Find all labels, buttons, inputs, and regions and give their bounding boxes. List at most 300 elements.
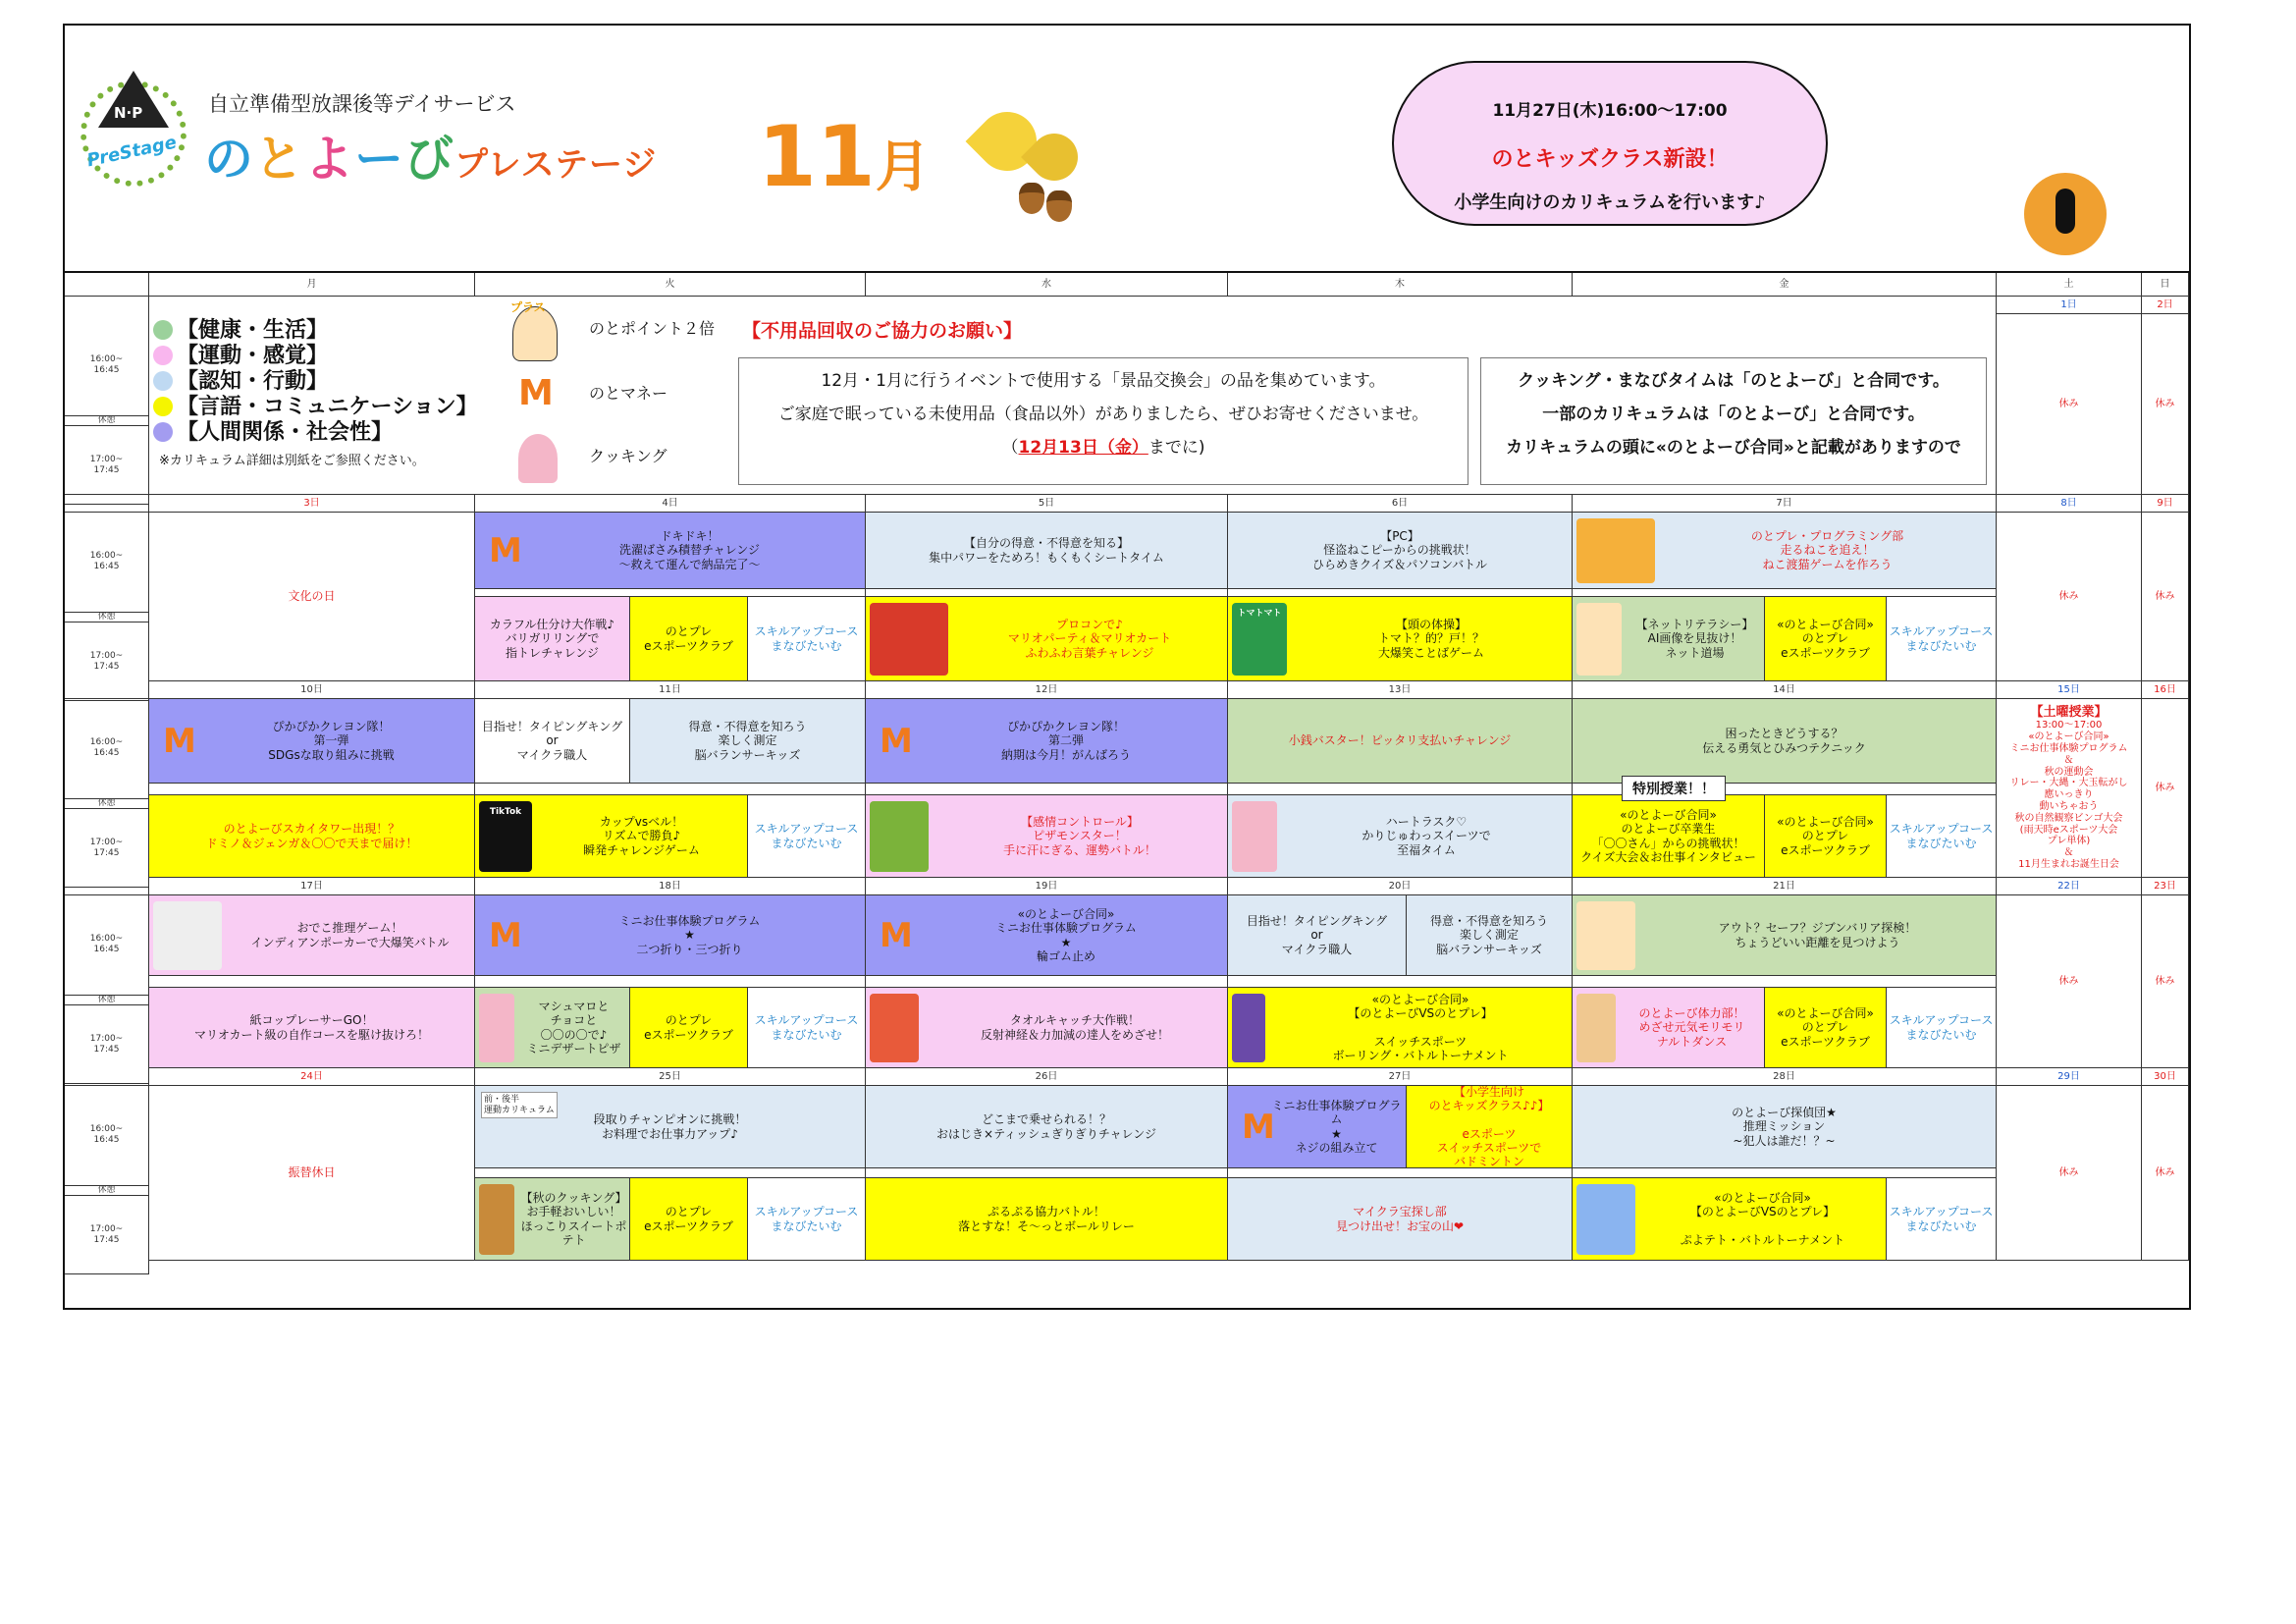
w3-fri-b3 — [1887, 988, 1997, 1068]
w3-wed-b — [866, 988, 1228, 1068]
date-wed — [866, 681, 1228, 699]
day-header-wed — [866, 273, 1228, 297]
w4-tue-b2-text: のとプレ eスポーツクラブ — [644, 1205, 733, 1233]
rest-label-text: 休憩 — [97, 416, 116, 426]
time-slot-1-text: 16:00~ 16:45 — [89, 550, 124, 571]
w3-sun-text: 休み — [2155, 975, 2175, 987]
w4-sat-text: 休み — [2058, 1166, 2079, 1178]
logo-initials: N·P — [114, 104, 143, 122]
sat-closed-text: 休み — [2058, 398, 2079, 409]
month-title: 11月 — [758, 108, 931, 206]
date-sun-text: 9日 — [2157, 497, 2173, 509]
w4-wed-a — [866, 1086, 1228, 1168]
w1-fri-a-text: のとプレ・プログラミング部 走るねこを追え！ ねこ渡猫ゲームを作ろう — [1750, 529, 1904, 571]
w3-fri-a — [1573, 895, 1997, 976]
recycling-deadline — [747, 431, 1460, 464]
w1-sat — [1997, 513, 2142, 681]
w2-mon-a-text: ぴかぴかクレヨン隊！ 第一弾 SDGsな取り組みに挑戦 — [268, 720, 395, 762]
w4-thu-a2-text: 【小学生向け のとキッズクラス♪♪】 eスポーツ スイッチスポーツで バドミントン — [1428, 1086, 1550, 1168]
money-m-icon: M — [489, 530, 522, 570]
date-thu-text: 27日 — [1388, 1070, 1412, 1082]
w4-thu-b — [1228, 1178, 1573, 1261]
calendar-sheet — [63, 24, 2191, 1310]
w4-tue-b1-text: 【秋のクッキング】 お手軽おいしい！ ほっこりスイートポテト — [520, 1191, 627, 1247]
legend-dot-icon — [153, 422, 173, 442]
plus-points-label: のとポイント２倍 — [589, 319, 716, 338]
deadline-part: 12月13日（金） — [1018, 438, 1148, 458]
recycling-notice-box — [738, 357, 1468, 485]
w4-tue-b3 — [748, 1178, 866, 1261]
date-wed — [866, 495, 1228, 513]
w4-tue-a-text: 段取りチャンピオンに挑戦！ お料理でお仕事力アップ♪ — [593, 1112, 747, 1141]
time-slot-2-text: 17:00~ 17:45 — [89, 837, 124, 858]
w2-tue-b1 — [475, 795, 748, 878]
date-tue — [475, 1068, 866, 1086]
facility-subtitle: 自立準備型放課後等デイサービス — [208, 92, 516, 116]
w1-sun — [2142, 513, 2189, 681]
time-slot-2-text: 17:00~ 17:45 — [89, 650, 124, 672]
brand-title: のとよーびプレステージ — [204, 131, 658, 188]
w4-fri-b2-text: スキルアップコース まなびたいむ — [1889, 1205, 1994, 1233]
rest-label-text: 休憩 — [97, 613, 116, 623]
date-wed-text: 5日 — [1038, 497, 1055, 509]
plus-teacher-icon — [512, 306, 558, 361]
w1-fri-b1 — [1573, 597, 1765, 681]
date-fri-text: 14日 — [1773, 683, 1795, 695]
time-slot-1-text: 16:00~ 16:45 — [89, 1123, 124, 1145]
w4-tue-b2 — [630, 1178, 748, 1261]
w3-thu-b — [1228, 988, 1573, 1068]
w2-tue-a1-text: 目指せ！タイピングキング or マイクラ職人 — [481, 720, 623, 762]
w2-fri-b2-text: «のとよーび合同» のとプレ eスポーツクラブ — [1777, 815, 1874, 857]
date-sat-text: 22日 — [2057, 880, 2080, 892]
w1-wed-a — [866, 513, 1228, 589]
phase-note: 前・後半 運動カリキュラム — [481, 1092, 558, 1118]
date-sat-text: 29日 — [2057, 1070, 2080, 1082]
puyo-tetris-icon — [1576, 1184, 1635, 1255]
date-mon — [149, 681, 475, 699]
w2-tue-a2-text: 得意・不得意を知ろう 楽しく測定 脳バランサーキッズ — [688, 720, 807, 762]
tiktok-icon: TikTok — [479, 801, 532, 872]
w3-tue-b1 — [475, 988, 630, 1068]
cooking-rabbit-icon — [1232, 801, 1277, 872]
w1-fri-b2 — [1765, 597, 1887, 681]
scratch-cat-icon — [1576, 518, 1655, 583]
w1-sat-text: 休み — [2058, 590, 2079, 602]
w2-thu-b-text: ハートラスク♡ かりじゅわっスイーツで 至福タイム — [1362, 815, 1491, 857]
day-header-sat — [1997, 273, 2142, 297]
w4-fri-a — [1573, 1086, 1997, 1168]
playing-cards-icon — [153, 901, 222, 970]
money-m-icon: M — [1242, 1107, 1275, 1147]
w1-fri-b2-text: «のとよーび合同» のとプレ eスポーツクラブ — [1777, 618, 1874, 660]
date-thu — [1228, 1068, 1573, 1086]
w2-sun-text: 休み — [2155, 782, 2175, 793]
w4-sat — [1997, 1086, 2142, 1261]
w2-wed-a — [866, 699, 1228, 784]
w3-fri-b2 — [1765, 988, 1887, 1068]
day-header-fri — [1573, 273, 1997, 297]
w4-fri-b1 — [1573, 1178, 1887, 1261]
w1-wed-b — [866, 597, 1228, 681]
date-mon-text: 10日 — [300, 683, 323, 695]
header — [65, 26, 2189, 273]
w2-wed-a-text: ぴかぴかクレヨン隊！ 第二弾 納期は今月！がんばろう — [1000, 720, 1131, 762]
date-sun — [2142, 1068, 2189, 1086]
plus-label: プラス — [510, 300, 546, 314]
notice-detail: 小学生向けのカリキュラムを行います♪ — [1454, 192, 1766, 213]
rest-gap — [866, 1168, 1228, 1178]
w2-sat-text: 13:00～17:00 «のとよーび合同» ミニお仕事体験プログラム ＆ 秋の運動会 リレー・大縄・大玉転がし 應いっきり 動いちゃおう 秋の自然観察ビンゴ大会 (雨天時eスポーツ大会 プレ単体) ＆ 11月生まれお誕生日会 — [2009, 720, 2128, 871]
w1-tue-b1-text: カラフル仕分け大作戦♪ バリガリリングで 指トレチャレンジ — [489, 618, 615, 660]
towel-catch-icon — [870, 994, 919, 1062]
w2-fri-b3-text: スキルアップコース まなびたいむ — [1889, 822, 1994, 850]
time-slot-1 — [65, 697, 149, 799]
legend-item — [153, 344, 328, 369]
pizza-monster-icon — [870, 801, 929, 872]
date-sat — [1997, 681, 2142, 699]
time-slot-2 — [65, 1196, 149, 1274]
w3-thu-a1 — [1228, 895, 1407, 976]
legend-label: 【認知・行動】 — [177, 369, 329, 394]
w3-tue-a-text: ミニお仕事体験プログラム ★ 二つ折り・三つ折り — [618, 914, 761, 956]
w4-wed-b-text: ぷるぷる協力バトル！ 落とすな！そ～っとボールリレー — [958, 1205, 1135, 1233]
w3-thu-a1-text: 目指せ！タイピングキング or マイクラ職人 — [1246, 914, 1388, 956]
money-m-icon: M — [518, 373, 554, 413]
time-slot-1 — [65, 314, 149, 416]
w4-wed-b — [866, 1178, 1228, 1261]
recycling-notice-line: 12月・1月に行うイベントで使用する「景品交換会」の品を集めています。 — [821, 371, 1386, 391]
date-mon-text: 17日 — [300, 880, 323, 892]
w3-fri-a-text: アウト？セーフ？ジブンバリア探検！ ちょうどいい距離を見つけよう — [1718, 921, 1917, 949]
date-sat — [1997, 1068, 2142, 1086]
joint-info-line: カリキュラムの頭に«のとよーび合同»と記載がありますので — [1506, 438, 1961, 458]
legend-label: 【言語・コミュニケーション】 — [177, 395, 478, 419]
w2-tue-b1-text: カップvsベル！ リズムで勝負♪ 瞬発チャレンジゲーム — [583, 815, 700, 857]
date-sun — [2142, 878, 2189, 895]
joint-info-box — [1480, 357, 1987, 485]
legend-item — [153, 395, 478, 420]
date-sat — [1997, 495, 2142, 513]
date-mon — [149, 1068, 475, 1086]
date-wed-text: 12日 — [1035, 683, 1058, 695]
time-slot-1-text: 16:00~ 16:45 — [89, 933, 124, 954]
w2-fri-b1-text: «のとよーび合同» のとよーび卒業生 「〇〇さん」からの挑戦状！ クイズ大会＆お仕事インタビュー — [1580, 808, 1756, 864]
w2-fri-b3 — [1887, 795, 1997, 878]
date-wed — [866, 878, 1228, 895]
w2-wed-b-text: 【感情コントロール】 ピザモンスター！ 手に汗にぎる、運勢バトル！ — [1003, 815, 1156, 857]
w4-wed-a-text: どこまで乗せられる！？ おはじき×ティッシュぎりぎりチャレンジ — [936, 1112, 1156, 1141]
date-fri-text: 28日 — [1773, 1070, 1795, 1082]
w4-fri-b1-text: «のとよーび合同» 【のとよーびVSのとプレ】 ぷよテト・バトルトーナメント — [1680, 1191, 1845, 1247]
rest-gap — [475, 589, 866, 597]
w2-thu-a-text: 小銭バスター！ピッタリ支払いチャレンジ — [1288, 733, 1512, 748]
acorn-icon — [1019, 183, 1044, 214]
w1-fri-b1-text: 【ネットリテラシー】 AI画像を見抜け！ ネット道場 — [1635, 618, 1754, 660]
w3-thu-a2-text: 得意・不得意を知ろう 楽しく測定 脳バランサーキッズ — [1429, 914, 1548, 956]
time-slot-1 — [65, 1084, 149, 1186]
sat-closed — [1997, 314, 2142, 495]
w3-tue-a — [475, 895, 866, 976]
legend-and-notices — [149, 297, 1997, 495]
w3-fri-b1-text: のとよーび体力部！ めざせ元気モリモリ ナルトダンス — [1638, 1006, 1745, 1049]
w3-tue-b3-text: スキルアップコース まなびたいむ — [754, 1013, 859, 1042]
logo-prestage: PreStage — [84, 132, 179, 172]
w3-thu-b-text: «のとよーび合同» 【のとよーびVSのとプレ】 スイッチスポーツ ボーリング・バトルトーナメント — [1332, 993, 1509, 1062]
date-fri — [1573, 1068, 1997, 1086]
w4-thu-a1 — [1228, 1086, 1407, 1168]
day-header-sun — [2142, 273, 2189, 297]
w4-fri-a-text: のとよーび探偵団★ 推理ミッション ~犯人は誰だ！？~ — [1732, 1106, 1837, 1148]
w2-tue-a1 — [475, 699, 630, 784]
w1-tue-b1 — [475, 597, 630, 681]
w4-thu-b-text: マイクラ宝探し部 見つけ出せ！お宝の山❤ — [1335, 1205, 1465, 1233]
day-header-sat-text: 土 — [2063, 278, 2074, 290]
w3-mon-b-text: 紙コップレーサーGO！ マリオカート級の自作コースを駆け抜けろ！ — [194, 1013, 429, 1042]
w3-wed-a-text: «のとよーび合同» ミニお仕事体験プログラム ★ 輪ゴム止め — [995, 907, 1137, 963]
w3-sat — [1997, 895, 2142, 1068]
rest-gap — [1573, 976, 1997, 988]
date-thu — [1228, 681, 1573, 699]
tomato-card-icon: トマトマト — [1232, 603, 1287, 676]
rest-label — [65, 799, 149, 809]
w2-fri-b1 — [1573, 795, 1765, 878]
recycling-notice-title: 【不用品回収のご協力のお願い】 — [742, 320, 1023, 342]
rest-gap — [1228, 1168, 1573, 1178]
rest-gap — [1228, 784, 1573, 795]
w2-mon-a — [149, 699, 475, 784]
date-tue-text: 11日 — [659, 683, 681, 695]
time-slot-1-text: 16:00~ 16:45 — [89, 736, 124, 758]
legend-item — [153, 369, 328, 395]
date-sun-text: 16日 — [2154, 683, 2176, 695]
legend-item — [153, 420, 393, 446]
w3-mon-a-text: おでこ推理ゲーム！ インディアンポーカーで大爆笑バトル — [250, 921, 450, 949]
w1-wed-a-text: 【自分の得意・不得意を知る】 集中パワーをためろ！もくもくシートタイム — [929, 536, 1164, 565]
holiday-cell — [149, 513, 475, 681]
w3-fri-b3-text: スキルアップコース まなびたいむ — [1889, 1013, 1994, 1042]
rest-gap — [149, 976, 475, 988]
w2-thu-b — [1228, 795, 1573, 878]
joint-info-line: クッキング・まなびタイムは「のとよーび」と合同です。 — [1518, 371, 1949, 391]
date-tue — [475, 681, 866, 699]
w3-tue-b3 — [748, 988, 866, 1068]
w1-thu-a-text: 【PC】 怪盗ねこピーからの挑戦状！ ひらめきクイズ＆パソコンバトル — [1312, 529, 1487, 571]
plus-teacher-icon — [1576, 603, 1622, 676]
w3-tue-b1-text: マシュマロと チョコと 〇〇の〇で♪ ミニデザートピザ — [526, 1000, 621, 1056]
time-slot-1-text: 16:00~ 16:45 — [89, 353, 124, 375]
money-m-icon: M — [489, 915, 522, 955]
w1-tue-b3-text: スキルアップコース まなびたいむ — [754, 624, 859, 653]
w2-wed-b — [866, 795, 1228, 878]
w2-tue-b2 — [748, 795, 866, 878]
w4-thu-a1-text: ミニお仕事体験プログラム ★ ネジの組み立て — [1271, 1099, 1402, 1155]
date-sat-text: 8日 — [2060, 497, 2077, 509]
date-wed-text: 19日 — [1035, 880, 1058, 892]
date-tue-text: 18日 — [659, 880, 681, 892]
legend-item — [153, 318, 328, 344]
sweet-potato-icon — [479, 1184, 514, 1255]
w1-fri-b3 — [1887, 597, 1997, 681]
day-header-fri-text: 金 — [1779, 278, 1789, 290]
joint-info-line: 一部のカリキュラムは「のとよーび」と合同です。 — [1542, 405, 1925, 424]
w2-tue-b2-text: スキルアップコース まなびたいむ — [754, 822, 859, 850]
special-class-badge: 特別授業！！ — [1622, 776, 1726, 801]
notice-headline: のとキッズクラス新設！ — [1491, 147, 1729, 172]
sun-closed-text: 休み — [2155, 398, 2175, 409]
date-thu-text: 6日 — [1391, 497, 1409, 509]
w1-sun-text: 休み — [2155, 590, 2175, 602]
time-slot-1 — [65, 893, 149, 996]
rest-label-text: 休憩 — [97, 996, 116, 1005]
money-m-icon: M — [880, 915, 913, 955]
date-sat-text: 1日 — [2060, 298, 2077, 310]
date-fri — [1573, 495, 1997, 513]
notice-date: 11月27日(木)16:00～17:00 — [1492, 101, 1728, 121]
date-sun — [2142, 495, 2189, 513]
w4-sun — [2142, 1086, 2189, 1261]
acorn-icon — [1046, 190, 1072, 222]
day-header-thu-text: 木 — [1395, 278, 1405, 290]
legend-label: 【人間関係・社会性】 — [177, 420, 394, 445]
rest-gap — [475, 1168, 866, 1178]
notice-cloud — [1394, 63, 1826, 224]
rest-gap — [149, 784, 475, 795]
time-slot-2-text: 17:00~ 17:45 — [89, 1033, 124, 1055]
date-tue-text: 25日 — [659, 1070, 681, 1082]
date-thu-text: 20日 — [1388, 880, 1412, 892]
w4-fri-b2 — [1887, 1178, 1997, 1261]
w4-thu-a2 — [1407, 1086, 1573, 1168]
date-sun-text: 23日 — [2154, 880, 2176, 892]
date-wed — [866, 1068, 1228, 1086]
w3-tue-b2-text: のとプレ eスポーツクラブ — [644, 1013, 733, 1042]
w2-sat — [1997, 699, 2142, 878]
legend-note: ※カリキュラム詳細は別紙をご参照ください。 — [159, 454, 425, 468]
w1-thu-a — [1228, 513, 1573, 589]
day-header-mon — [149, 273, 475, 297]
date-sun — [2142, 297, 2189, 314]
time-slot-2 — [65, 809, 149, 888]
time-slot-2 — [65, 426, 149, 505]
switch-game-icon — [1232, 994, 1265, 1062]
rest-gap — [475, 976, 866, 988]
rest-label — [65, 416, 149, 426]
rest-gap — [475, 784, 866, 795]
rest-label-text: 休憩 — [97, 1186, 116, 1196]
cooking-label: クッキング — [589, 447, 667, 465]
time-slot-2-text: 17:00~ 17:45 — [89, 1223, 124, 1245]
w3-mon-b — [149, 988, 475, 1068]
rest-gap — [1228, 589, 1573, 597]
day-header-mon-text: 月 — [306, 278, 317, 290]
date-mon-text: 24日 — [300, 1070, 323, 1082]
date-sat-text: 15日 — [2057, 683, 2080, 695]
date-thu-text: 13日 — [1388, 683, 1412, 695]
w3-fri-b1 — [1573, 988, 1765, 1068]
legend-label: 【健康・生活】 — [177, 318, 329, 343]
date-sun-text: 2日 — [2157, 298, 2173, 310]
w1-fri-b3-text: スキルアップコース まなびたいむ — [1889, 624, 1994, 653]
date-fri — [1573, 681, 1997, 699]
pizza-icon — [479, 994, 514, 1062]
w3-wed-b-text: タオルキャッチ大作戦！ 反射神経＆力加減の達人をめざせ！ — [980, 1013, 1169, 1042]
w1-wed-b-text: プロコンで♪ マリオパーティ＆マリオカート ふわふわ言葉チャレンジ — [1007, 618, 1172, 660]
w4-tue-a — [475, 1086, 866, 1168]
time-slot-2-text: 17:00~ 17:45 — [89, 454, 124, 475]
w2-tue-a2 — [630, 699, 866, 784]
legend-dot-icon — [153, 371, 173, 391]
date-thu — [1228, 878, 1573, 895]
corner-cell — [65, 273, 149, 297]
w2-fri-a — [1573, 699, 1997, 784]
date-tue-text: 4日 — [662, 497, 678, 509]
rest-gap — [1573, 1168, 1997, 1178]
holiday-cell-text: 文化の日 — [288, 589, 336, 604]
day-header-tue — [475, 273, 866, 297]
day-header-tue-text: 火 — [665, 278, 675, 290]
w1-tue-a-text: ドキドキ！ 洗濯ばさみ積替チャレンジ ～救えて運んで納品完了～ — [618, 529, 761, 571]
w3-fri-b2-text: «のとよーび合同» のとプレ eスポーツクラブ — [1777, 1006, 1874, 1049]
w1-thu-b — [1228, 597, 1573, 681]
money-m-icon: M — [880, 721, 913, 761]
mario-icon — [870, 603, 948, 676]
date-tue — [475, 495, 866, 513]
money-label: のとマネー — [589, 384, 668, 403]
cooking-rabbit-icon — [518, 434, 558, 483]
recycling-notice-line: ご家庭で眠っている未使用品（食品以外）がありましたら、ぜひお寄せくださいませ。 — [777, 405, 1429, 424]
w4-tue-b3-text: スキルアップコース まなびたいむ — [754, 1205, 859, 1233]
time-slot-1 — [65, 511, 149, 613]
w1-thu-b-text: 【頭の体操】 トマト？的？戸！？ 大爆笑ことばゲーム — [1377, 618, 1484, 660]
saturday-class-title: 【土曜授業】 — [2030, 705, 2108, 721]
rest-label — [65, 996, 149, 1005]
day-header-thu — [1228, 273, 1573, 297]
rest-gap — [1573, 589, 1997, 597]
w1-tue-b2 — [630, 597, 748, 681]
date-sun — [2142, 681, 2189, 699]
date-fri — [1573, 878, 1997, 895]
rest-gap — [1228, 976, 1573, 988]
w1-fri-a — [1573, 513, 1997, 589]
w3-sat-text: 休み — [2058, 975, 2079, 987]
dancing-kid-icon — [1576, 994, 1616, 1062]
day-header-sun-text: 日 — [2160, 278, 2170, 290]
w3-wed-a — [866, 895, 1228, 976]
w1-tue-a — [475, 513, 866, 589]
date-mon-text: 3日 — [303, 497, 320, 509]
date-thu — [1228, 495, 1573, 513]
rest-gap — [866, 589, 1228, 597]
legend-dot-icon — [153, 346, 173, 365]
legend-dot-icon — [153, 397, 173, 416]
w2-mon-b-text: のとよーびスカイタワー出現！？ ドミノ＆ジェンガ＆〇〇で天まで届け！ — [205, 822, 418, 850]
rest-label — [65, 613, 149, 623]
w1-tue-b2-text: のとプレ eスポーツクラブ — [644, 624, 733, 653]
rest-label-text: 休憩 — [97, 799, 116, 809]
w3-sun — [2142, 895, 2189, 1068]
date-fri-text: 21日 — [1773, 880, 1795, 892]
deadline-part: （ — [1001, 438, 1019, 458]
w2-mon-b — [149, 795, 475, 878]
date-sun-text: 30日 — [2154, 1070, 2176, 1082]
rest-gap — [866, 976, 1228, 988]
w2-sun — [2142, 699, 2189, 878]
plus-teacher-icon — [1576, 901, 1635, 970]
substitute-holiday-text: 振替休日 — [288, 1165, 336, 1180]
sun-closed — [2142, 314, 2189, 495]
w3-thu-a2 — [1407, 895, 1573, 976]
